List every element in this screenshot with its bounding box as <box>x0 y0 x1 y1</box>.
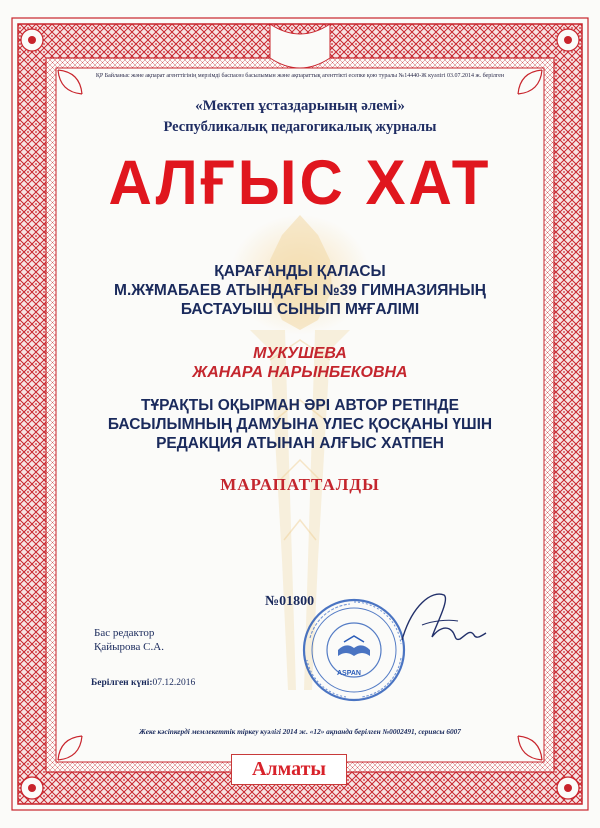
name-line: МУКУШЕВА <box>253 345 347 362</box>
reason-line: РЕДАКЦИЯ АТЫНАН АЛҒЫС ХАТПЕН <box>156 435 444 452</box>
award-reason <box>0 396 600 453</box>
editor-name: Қайырова С.А. <box>94 641 164 653</box>
journal-name: «Мектеп ұстаздарының әлемі» <box>195 98 405 114</box>
round-stamp-icon <box>302 598 406 702</box>
school-line: ҚАРАҒАНДЫ ҚАЛАСЫ <box>214 263 386 280</box>
city-plate <box>231 754 347 785</box>
issue-date <box>91 678 195 688</box>
city-name: Алматы <box>251 758 327 780</box>
editor-role: Бас редактор <box>94 627 155 639</box>
signature-icon <box>392 585 492 655</box>
recipient-school <box>0 262 600 319</box>
awarded-label: МАРАПАТТАЛДЫ <box>220 475 380 494</box>
license-note: Жеке кәсіпкерді мемлекеттік тіркеу куәлігі 2014 ж. «12» ақпанда берілген №0002491, сериясы 6007 <box>139 727 461 736</box>
certificate-title: АЛҒЫС ХАТ <box>108 147 492 218</box>
registration-note: ҚР Байланыс және ақпарат агенттігінің мерзімді баспасөз басылымын және ақпараттық агенттікті есепке қою туралы №14440-Ж куәлігі 03.07.2014 ж. берілген <box>95 73 505 79</box>
recipient-name <box>0 344 600 382</box>
issue-date-label: Берілген күні: <box>91 678 153 688</box>
stamp-label: ASPAN <box>337 670 361 677</box>
school-line: БАСТАУЫШ СЫНЫП МҰҒАЛІМІ <box>180 301 420 318</box>
journal-subtitle: Республикалық педагогикалық журналы <box>163 119 437 135</box>
name-line: ЖАНАРА НАРЫНБЕКОВНА <box>192 364 408 381</box>
certificate-number: №01800 <box>265 594 315 609</box>
reason-line: БАСЫЛЫМНЫҢ ДАМУЫНА ҮЛЕС ҚОСҚАНЫ ҮШІН <box>107 416 493 433</box>
reason-line: ТҰРАҚТЫ ОҚЫРМАН ӘРІ АВТОР РЕТІНДЕ <box>141 397 459 414</box>
editor-block <box>94 626 164 654</box>
issue-date-value: 07.12.2016 <box>152 678 196 688</box>
school-line: М.ЖҰМАБАЕВ АТЫНДАҒЫ №39 ГИМНАЗИЯНЫҢ <box>114 282 486 299</box>
